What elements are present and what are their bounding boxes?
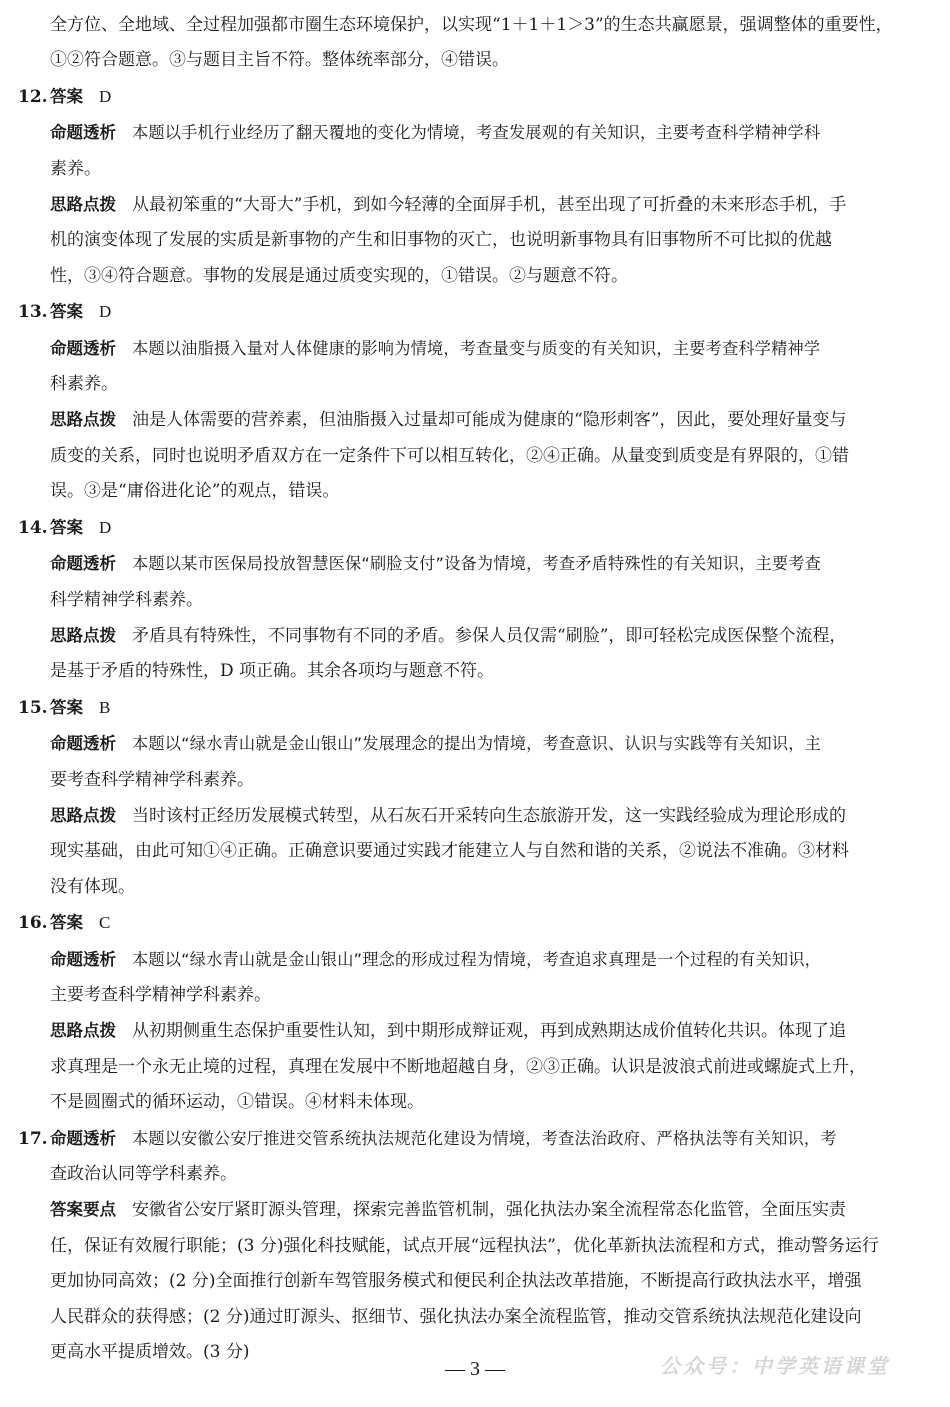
hint-text: 当时该村正经历发展模式转型，从石灰石开采转向生态旅游开发，这一实践经验成为理论形成的 xyxy=(132,805,846,826)
question-number: 15. xyxy=(18,697,48,718)
hint-line xyxy=(18,1192,933,1228)
answer-line xyxy=(18,294,933,330)
text-line: 全方位、全地域、全过程加强都市圈生态环境保护，以实现“1＋1＋1＞3”的生态共赢愿景，强调整体的重要性， xyxy=(50,15,893,35)
hint-text: 从最初笨重的“大哥大”手机，到如今轻薄的全面屏手机，甚至出现了可折叠的未来形态手机，手 xyxy=(132,195,847,216)
analysis-line xyxy=(18,331,933,367)
answer-label: 答案 xyxy=(50,86,83,106)
answer-value: D xyxy=(99,86,112,106)
hint-line xyxy=(18,1013,933,1049)
text-line: 机的演变体现了发展的实质是新事物的产生和旧事物的灭亡，也说明新事物具有旧事物所不可比拟的优越 xyxy=(50,230,832,251)
section-label: 思路点拨 xyxy=(50,805,116,825)
text-line: 没有体现。 xyxy=(50,876,135,897)
text-line: 科素养。 xyxy=(50,374,118,395)
analysis-text: 本题以某市医保局投放智慧医保“刷脸支付”设备为情境，考查矛盾特殊性的有关知识，主要考查 xyxy=(132,554,822,574)
hint-text: 从初期侧重生态保护重要性认知，到中期形成辩证观，再到成熟期达成价值转化共识。体现了追 xyxy=(132,1021,846,1042)
question-number: 14. xyxy=(18,517,48,538)
page-number: — 3 — xyxy=(445,1358,505,1380)
text-line: 科学精神学科素养。 xyxy=(50,589,203,610)
text-line: 更加协同高效；(2 分)全面推行创新车驾管服务模式和便民利企执法改革措施，不断提高行政执法水平，增强 xyxy=(50,1271,862,1292)
answer-label: 答案 xyxy=(50,517,83,537)
hint-line xyxy=(18,798,933,834)
answer-label: 答案 xyxy=(50,697,83,717)
answer-value: C xyxy=(99,913,111,933)
analysis-text: 本题以“绿水青山就是金山银山”理念的形成过程为情境，考查追求真理是一个过程的有关知识， xyxy=(132,949,822,969)
text-line: 不是圆圈式的循环运动，①错误。④材料未体现。 xyxy=(50,1092,424,1113)
hint-line xyxy=(18,618,933,654)
analysis-line xyxy=(18,115,933,151)
question-number: 16. xyxy=(18,913,48,934)
hint-line xyxy=(18,402,933,438)
section-label: 思路点拨 xyxy=(50,1021,116,1041)
section-label: 思路点拨 xyxy=(50,625,116,645)
text-line: 是基于矛盾的特殊性，D 项正确。其余各项均与题意不符。 xyxy=(50,661,495,682)
text-line: 人民群众的获得感；(2 分)通过盯源头、抠细节、强化执法办案全流程监管，推动交管系统执法规范化建设向 xyxy=(50,1306,862,1327)
hint-line xyxy=(18,187,933,223)
text-line: 主要考查科学精神学科素养。 xyxy=(50,984,271,1005)
text-line: 误。③是“庸俗进化论”的观点，错误。 xyxy=(50,481,340,502)
answer-value: D xyxy=(99,517,112,537)
text-line: 求真理是一个永无止境的过程，真理在发展中不断地超越自身，②③正确。认识是波浪式前进或螺旋式上升， xyxy=(50,1056,866,1077)
text-line: 现实基础，由此可知①④正确。正确意识要通过实践才能建立人与自然和谐的关系，②说法不准确。③材料 xyxy=(50,841,849,862)
answer-label: 答案 xyxy=(50,913,83,933)
section-label: 命题透析 xyxy=(50,123,116,143)
question-number: 12. xyxy=(18,86,48,107)
answer-line xyxy=(18,690,933,726)
hint-text: 安徽省公安厅紧盯源头管理，探索完善监管机制，强化执法办案全流程常态化监管，全面压实责 xyxy=(132,1200,846,1221)
analysis-line xyxy=(18,726,933,762)
text-line: 更高水平提质增效。(3 分) xyxy=(50,1342,250,1363)
question-number: 17. xyxy=(18,1128,48,1149)
section-label: 命题透析 xyxy=(50,338,116,358)
hint-text: 油是人体需要的营养素，但油脂摄入过量却可能成为健康的“隐形刺客”，因此，要处理好量变与 xyxy=(132,410,847,431)
analysis-line xyxy=(18,942,933,978)
text-line: ①②符合题意。③与题目主旨不符。整体统率部分，④错误。 xyxy=(50,50,509,71)
analysis-line xyxy=(18,546,933,582)
answer-line xyxy=(18,510,933,546)
text-line: 要考查科学精神学科素养。 xyxy=(50,769,254,790)
section-label: 思路点拨 xyxy=(50,195,116,215)
hint-text: 矛盾具有特殊性，不同事物有不同的矛盾。参保人员仅需“刷脸”，即可轻松完成医保整个流程， xyxy=(132,625,847,646)
question-number: 13. xyxy=(18,302,48,323)
question-analysis-line xyxy=(18,1121,933,1157)
answer-value: D xyxy=(99,302,112,322)
analysis-text: 本题以油脂摄入量对人体健康的影响为情境，考查量变与质变的有关知识，主要考查科学精神学 xyxy=(132,338,821,358)
analysis-text: 本题以“绿水青山就是金山银山”发展理念的提出为情境，考查意识、认识与实践等有关知识，主 xyxy=(132,734,822,754)
text-line: 质变的关系，同时也说明矛盾双方在一定条件下可以相互转化，②④正确。从量变到质变是有界限的，①错 xyxy=(50,445,849,466)
analysis-text: 本题以安徽公安厅推进交管系统执法规范化建设为情境，考查法治政府、严格执法等有关知识，考 xyxy=(132,1128,837,1148)
section-label: 思路点拨 xyxy=(50,410,116,430)
answer-key-body xyxy=(18,8,933,1370)
section-label: 答案要点 xyxy=(50,1200,116,1220)
answer-line xyxy=(18,905,933,941)
text-line: 性，③④符合题意。事物的发展是通过质变实现的，①错误。②与题意不符。 xyxy=(50,265,628,286)
watermark: 公众号：中学英语课堂 xyxy=(660,1354,890,1378)
section-label: 命题透析 xyxy=(50,1128,116,1148)
text-line: 查政治认同等学科素养。 xyxy=(50,1164,237,1184)
section-label: 命题透析 xyxy=(50,554,116,574)
answer-value: B xyxy=(99,697,111,717)
answer-label: 答案 xyxy=(50,302,83,322)
answer-line xyxy=(18,79,933,115)
text-line: 任，保证有效履行职能；(3 分)强化科技赋能，试点开展“远程执法”，优化革新执法流程和方式，推动警务运行 xyxy=(50,1235,879,1256)
section-label: 命题透析 xyxy=(50,949,116,969)
section-label: 命题透析 xyxy=(50,734,116,754)
text-line: 素养。 xyxy=(50,158,101,179)
analysis-text: 本题以手机行业经历了翻天覆地的变化为情境，考查发展观的有关知识，主要考查科学精神学科 xyxy=(132,123,821,143)
